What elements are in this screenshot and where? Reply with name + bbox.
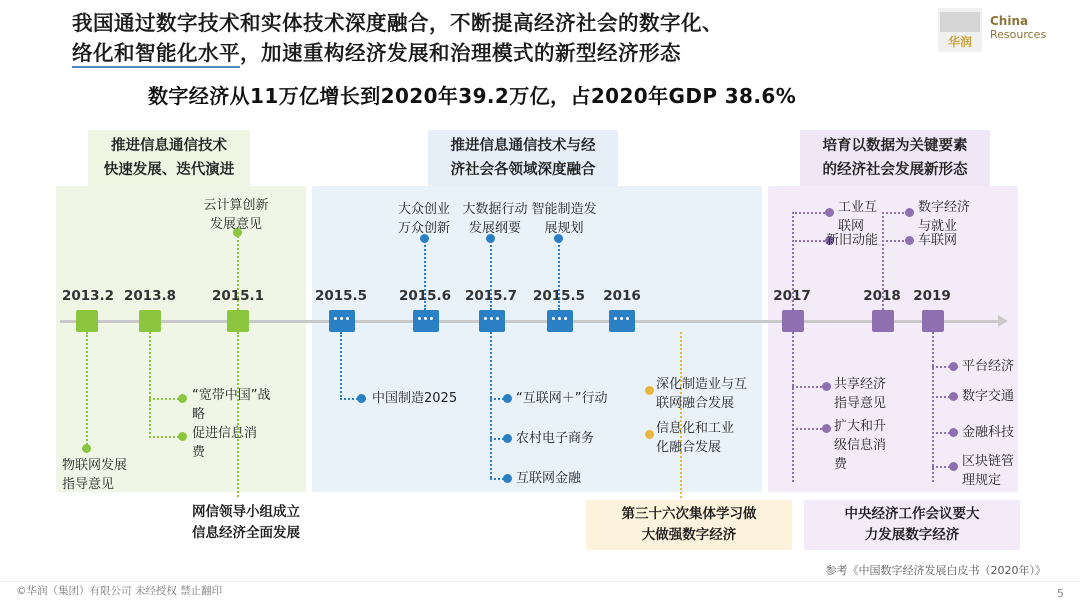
bullet-digital-economy-jobs [905,208,914,217]
connector-expand-upgrade-h [792,428,822,430]
label-digital-economy-jobs-line2: 与就业 [918,219,958,234]
label-blockchain [962,452,1072,490]
label-expand-upgrade-line1: 扩大和升 [834,419,887,434]
logo-chinese-name: 华润 [947,35,972,49]
label-bigdata-line1: 大数据行动 [462,202,528,217]
label-smartmfg-line2: 展规划 [544,221,584,236]
label-mass-entrepreneur-line2: 万众创新 [397,221,450,236]
timeline-node-2013-2 [76,310,98,332]
connector-blockchain-h [932,466,950,468]
label-iot-guide-line2: 指导意见 [62,477,115,492]
summary-purple-line1: 中央经济工作会议要大 [844,506,980,522]
label-made-in-china: 中国制造2025 [372,391,458,406]
summary-green-line2: 信息经济全面发展 [192,525,300,541]
label-expand-upgrade [834,417,930,474]
group-caption-green-line1: 推进信息通信技术 [111,138,227,154]
connector-green-summary [237,332,239,504]
label-expand-upgrade-line2: 级信息消 [834,438,887,453]
connector-industrial-internet-h [792,212,828,214]
group-caption-green-line2: 快速发展、迭代演进 [103,162,235,178]
group-caption-blue [428,130,618,186]
label-broadband-line2: 略 [192,407,206,422]
connector-iot-guide [86,332,88,448]
label-smartmfg [508,200,620,238]
bullet-blockchain [949,462,958,471]
title-line-1: 我国通过数字技术和实体技术深度融合，不断提高经济社会的数字化、 [72,11,723,35]
label-expand-upgrade-line3: 费 [834,457,848,472]
label-promote-info-consume [192,424,322,462]
label-platform-economy: 平台经济 [962,359,1015,374]
timeline-node-2018 [872,310,894,332]
year-label-2017: 2017 [773,288,811,304]
connector-2017-up [792,212,794,310]
connector-blue-branch [490,332,492,478]
connector-platform-economy-h [932,366,950,368]
connector-mass-entrepreneur [424,238,426,310]
label-sharing-economy [834,375,944,413]
connector-2018-up [882,212,884,310]
label-promote-info-consume-line1: 促进信息消 [192,426,258,441]
logo-glyph-icon [940,12,980,32]
logo-english-name [990,14,1046,42]
connector-fintech-h [932,432,950,434]
label-industrial-internet-line1: 工业互 [838,200,878,215]
label-iov: 车联网 [918,233,958,248]
bullet-iov [905,236,914,245]
label-blockchain-line1: 区块链管 [962,454,1015,469]
year-label-2015-5a: 2015.5 [314,288,368,304]
connector-sharing-economy-h [792,386,822,388]
bullet-promote-info-consume [178,432,187,441]
timeline-node-2015-7 [479,310,505,332]
connector-made-in-china [340,332,342,400]
summary-green [140,498,352,548]
label-promote-info-consume-line2: 费 [192,445,206,460]
node-dots-icon [479,310,505,332]
year-label-2015-1: 2015.1 [211,288,265,304]
timeline-node-2016 [609,310,635,332]
node-dots-icon [329,310,355,332]
connector-rural-ecommerce-h [490,438,504,440]
group-caption-purple-line2: 的经济社会发展新形态 [822,162,968,178]
bullet-sharing-economy [822,382,831,391]
summary-purple [804,500,1020,550]
bullet-industrial-internet [825,208,834,217]
bullet-internet-finance [503,474,512,483]
slide-title [72,8,932,68]
bullet-internet-plus [503,394,512,403]
label-internet-finance: 互联网金融 [516,471,582,486]
timeline-node-2013-8 [139,310,161,332]
page-number: 5 [1057,587,1064,600]
bullet-made-in-china [357,394,366,403]
label-mass-entrepreneur-line1: 大众创业 [397,202,450,217]
node-dots-icon [547,310,573,332]
summary-green-line1: 网信领导小组成立 [192,504,300,520]
year-label-2015-5b: 2015.5 [532,288,586,304]
label-blockchain-line2: 理规定 [962,473,1002,488]
connector-internet-plus-h [490,398,504,400]
connector-2013-8-vertical [149,332,151,438]
year-label-2015-6: 2015.6 [398,288,452,304]
year-label-2018: 2018 [863,288,901,304]
group-caption-green [88,130,250,186]
summary-gold-line1: 第三十六次集体学习做 [621,506,757,522]
timeline-node-2015-1 [227,310,249,332]
node-dots-icon [413,310,439,332]
connector-digital-transport-h [932,396,950,398]
label-info-industrial-line2: 化融合发展 [656,440,722,455]
group-caption-purple [800,130,990,186]
logo-en-line2: Resources [990,28,1047,41]
title-line-2-rest: ，加速重构经济发展和治理模式的新型经济形态 [240,41,681,65]
logo-mark-icon [938,8,982,52]
connector-2019-down [932,332,934,482]
connector-smartmfg [558,238,560,310]
label-smartmfg-line1: 智能制造发 [531,202,597,217]
connector-made-in-china-h [340,398,358,400]
timeline-node-2015-5b [547,310,573,332]
timeline-node-2017 [782,310,804,332]
group-caption-blue-line1: 推进信息通信技术与经 [450,138,596,154]
bullet-platform-economy [949,362,958,371]
label-new-old-momentum: 新旧动能 [826,233,879,248]
timeline-node-2019 [922,310,944,332]
copyright-note: ©华润（集团）有限公司 未经授权 禁止翻印 [16,585,223,597]
bullet-broadband [178,394,187,403]
summary-purple-line2: 力发展数字经济 [864,527,960,543]
bullet-deepen-mfg [645,386,654,395]
connector-info-consume-horizontal [149,436,179,438]
label-sharing-economy-line2: 指导意见 [834,396,887,411]
timeline-axis [60,320,1000,323]
year-label-2013-2: 2013.2 [61,288,115,304]
label-digital-transport: 数字交通 [962,389,1015,404]
label-cloud-policy-line2: 发展意见 [209,217,262,232]
slide-subtitle: 数字经济从11万亿增长到2020年39.2万亿，占2020年GDP 38.6% [148,84,797,108]
label-deepen-mfg-line1: 深化制造业与互 [656,377,748,392]
connector-2017-down [792,332,794,482]
connector-gold-branch [680,332,682,502]
bullet-digital-transport [949,392,958,401]
summary-gold-line2: 大做强数字经济 [641,527,737,543]
timeline-node-2015-6 [413,310,439,332]
label-broadband [192,386,322,424]
label-cloud-policy [176,196,296,234]
title-underlined-phrase: 络化和智能化水平 [72,41,240,68]
label-iot-guide [62,456,192,494]
label-rural-ecommerce: 农村电子商务 [516,431,595,446]
label-bigdata-line2: 发展纲要 [468,221,521,236]
bullet-iot-guide [82,444,91,453]
bullet-expand-upgrade [822,424,831,433]
label-iot-guide-line1: 物联网发展 [62,458,128,473]
timeline-arrow-icon [998,315,1008,327]
label-broadband-line1: “宽带中国”战 [192,388,271,403]
timeline-node-2015-5a [329,310,355,332]
logo-en-line1: China [990,14,1029,28]
label-sharing-economy-line1: 共享经济 [834,377,887,392]
connector-new-old-momentum-h [792,240,828,242]
connector-broadband-horizontal [149,398,179,400]
summary-gold [586,500,792,550]
year-label-2016: 2016 [603,288,641,304]
label-info-industrial [656,419,776,457]
company-logo [938,6,1066,58]
label-internet-plus: “互联网＋”行动 [516,391,608,406]
title-line-2 [72,38,932,68]
label-industrial-internet-line2: 联网 [838,219,865,234]
connector-cloud-policy [237,232,239,310]
bullet-rural-ecommerce [503,434,512,443]
footer-divider [0,581,1080,582]
label-fintech: 金融科技 [962,425,1015,440]
year-label-2019: 2019 [913,288,951,304]
bullet-info-industrial [645,430,654,439]
year-label-2015-7: 2015.7 [464,288,518,304]
node-dots-icon [609,310,635,332]
bullet-fintech [949,428,958,437]
label-digital-economy-jobs-line1: 数字经济 [918,200,971,215]
connector-internet-finance-h [490,478,504,480]
group-caption-purple-line1: 培育以数据为关键要素 [822,138,968,154]
connector-bigdata [490,238,492,310]
label-info-industrial-line1: 信息化和工业 [656,421,735,436]
group-caption-blue-line2: 济社会各领域深度融合 [450,162,596,178]
year-label-2013-8: 2013.8 [123,288,177,304]
reference-note: 参考《中国数字经济发展白皮书（2020年）》 [825,564,1046,577]
label-deepen-mfg-line2: 联网融合发展 [656,396,735,411]
label-deepen-mfg [656,375,776,413]
label-cloud-policy-line1: 云计算创新 [203,198,269,213]
